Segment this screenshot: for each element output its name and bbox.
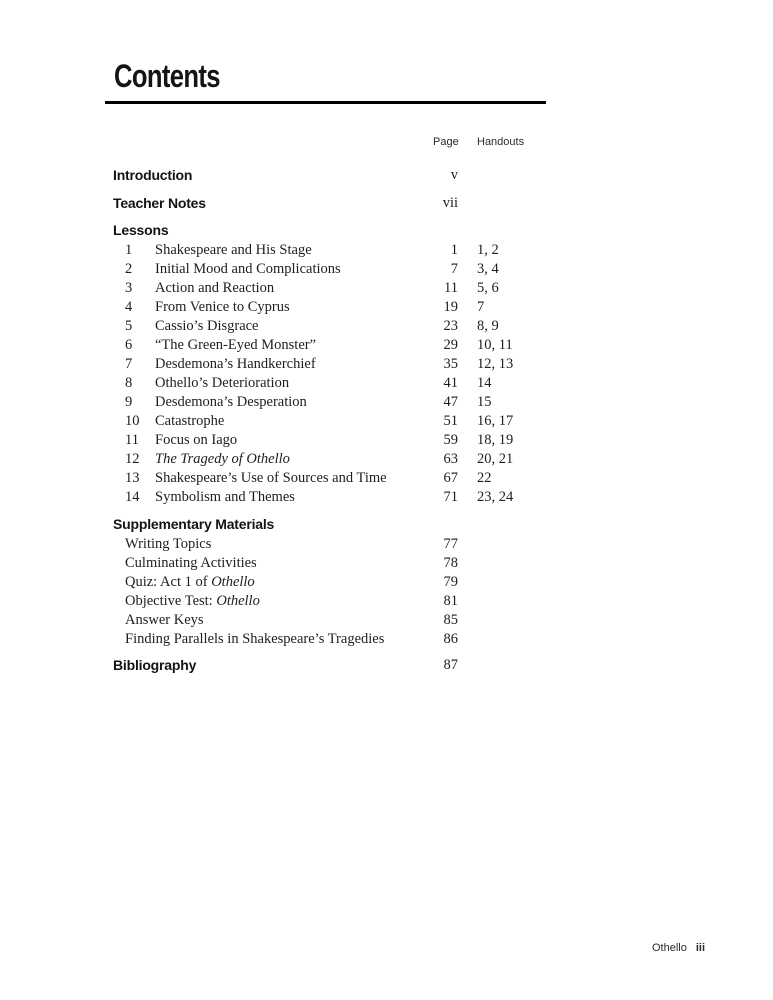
lessons-heading: Lessons bbox=[113, 222, 169, 238]
col-header-handouts: Handouts bbox=[477, 136, 525, 148]
toc-row-introduction bbox=[113, 166, 553, 185]
lesson-handouts: 18, 19 bbox=[477, 432, 514, 448]
page-title-text: Contents bbox=[114, 58, 220, 94]
lesson-page: 29 bbox=[443, 337, 458, 353]
supplementary-title-italic: Othello bbox=[216, 593, 260, 609]
bibliography-row bbox=[113, 656, 553, 675]
lesson-number: 7 bbox=[125, 356, 133, 372]
toc-header-row bbox=[113, 133, 553, 152]
page-title bbox=[114, 57, 246, 95]
lessons-heading-row bbox=[113, 221, 553, 240]
supplementary-title: Objective Test: bbox=[125, 593, 217, 609]
lesson-handouts: 5, 6 bbox=[477, 280, 499, 296]
row-label: Introduction bbox=[113, 167, 193, 183]
page-number: 87 bbox=[443, 657, 458, 673]
lesson-handouts: 3, 4 bbox=[477, 261, 499, 277]
supplementary-page: 81 bbox=[443, 593, 458, 609]
lesson-row bbox=[113, 450, 553, 469]
supplementary-page: 79 bbox=[443, 574, 458, 590]
lesson-page: 47 bbox=[443, 394, 458, 410]
lesson-title: Othello’s Deterioration bbox=[155, 375, 290, 391]
page-number: v bbox=[450, 167, 458, 183]
lesson-row bbox=[113, 412, 553, 431]
lesson-title: Cassio’s Disgrace bbox=[155, 318, 259, 334]
supplementary-page: 77 bbox=[443, 536, 458, 552]
supplementary-row bbox=[113, 611, 553, 630]
lesson-title: Desdemona’s Desperation bbox=[155, 394, 307, 410]
lesson-handouts: 23, 24 bbox=[477, 489, 514, 505]
lesson-number: 10 bbox=[125, 413, 140, 429]
lesson-title: Shakespeare’s Use of Sources and Time bbox=[155, 470, 387, 486]
lesson-page: 1 bbox=[450, 242, 458, 258]
lesson-number: 11 bbox=[125, 432, 139, 448]
supplementary-row bbox=[113, 630, 553, 649]
supplementary-title: Culminating Activities bbox=[125, 555, 257, 571]
lesson-title: Initial Mood and Complications bbox=[155, 261, 341, 277]
lesson-page: 67 bbox=[443, 470, 458, 486]
lesson-row bbox=[113, 279, 553, 298]
supplementary-title: Quiz: Act 1 of bbox=[125, 574, 212, 590]
lesson-number: 13 bbox=[125, 470, 140, 486]
lesson-handouts: 20, 21 bbox=[477, 451, 514, 467]
lesson-title: Symbolism and Themes bbox=[155, 489, 295, 505]
supplementary-title: Answer Keys bbox=[125, 612, 204, 628]
lesson-handouts: 8, 9 bbox=[477, 318, 499, 334]
lesson-number: 6 bbox=[125, 337, 133, 353]
supplementary-page: 78 bbox=[443, 555, 458, 571]
supplementary-row bbox=[113, 592, 553, 611]
lesson-row bbox=[113, 298, 553, 317]
bibliography-label: Bibliography bbox=[113, 657, 197, 673]
lesson-row bbox=[113, 355, 553, 374]
supplementary-title-italic: Othello bbox=[211, 574, 255, 590]
lesson-number: 3 bbox=[125, 280, 133, 296]
lesson-handouts: 10, 11 bbox=[477, 337, 513, 353]
supplementary-row bbox=[113, 554, 553, 573]
row-label: Teacher Notes bbox=[113, 195, 206, 211]
lesson-title: Shakespeare and His Stage bbox=[155, 242, 312, 258]
lesson-handouts: 7 bbox=[477, 299, 485, 315]
supplementary-title: Finding Parallels in Shakespeare’s Tragedies bbox=[125, 631, 385, 647]
footer-book-title: Othello bbox=[651, 942, 687, 954]
lesson-title: Catastrophe bbox=[155, 413, 225, 429]
lesson-row bbox=[113, 241, 553, 260]
lesson-number: 2 bbox=[125, 261, 133, 277]
lesson-number: 1 bbox=[125, 242, 133, 258]
supplementary-row bbox=[113, 573, 553, 592]
lesson-page: 23 bbox=[443, 318, 458, 334]
toc-row-teacher-notes bbox=[113, 194, 553, 213]
header-spacer bbox=[113, 133, 433, 152]
lesson-page: 59 bbox=[443, 432, 458, 448]
title-rule bbox=[105, 101, 546, 104]
lesson-row bbox=[113, 317, 553, 336]
lesson-number: 14 bbox=[125, 489, 140, 505]
lesson-number: 12 bbox=[125, 451, 140, 467]
lesson-handouts: 12, 13 bbox=[477, 356, 514, 372]
lesson-row bbox=[113, 469, 553, 488]
supplementary-heading-row bbox=[113, 515, 553, 534]
lesson-page: 35 bbox=[443, 356, 458, 372]
lesson-number: 8 bbox=[125, 375, 133, 391]
lesson-handouts: 22 bbox=[477, 470, 492, 486]
lesson-number: 9 bbox=[125, 394, 133, 410]
lesson-number: 4 bbox=[125, 299, 133, 315]
lesson-page: 41 bbox=[443, 375, 458, 391]
lesson-handouts: 14 bbox=[477, 375, 492, 391]
supplementary-heading: Supplementary Materials bbox=[113, 516, 275, 532]
col-header-page: Page bbox=[433, 136, 459, 148]
lesson-handouts: 16, 17 bbox=[477, 413, 514, 429]
lesson-page: 11 bbox=[444, 280, 458, 296]
lesson-number: 5 bbox=[125, 318, 133, 334]
lesson-title: Action and Reaction bbox=[155, 280, 275, 296]
lesson-title: “The Green-Eyed Monster” bbox=[155, 337, 317, 353]
lesson-row bbox=[113, 374, 553, 393]
lesson-row bbox=[113, 431, 553, 450]
lesson-row bbox=[113, 393, 553, 412]
lesson-handouts: 1, 2 bbox=[477, 242, 499, 258]
lesson-page: 71 bbox=[443, 489, 458, 505]
page-footer bbox=[652, 941, 705, 955]
table-of-contents bbox=[113, 133, 553, 675]
lesson-page: 19 bbox=[443, 299, 458, 315]
supplementary-page: 85 bbox=[443, 612, 458, 628]
lesson-handouts: 15 bbox=[477, 394, 492, 410]
page-number: vii bbox=[442, 195, 458, 211]
supplementary-title: Writing Topics bbox=[125, 536, 212, 552]
lesson-page: 7 bbox=[450, 261, 458, 277]
supplementary-page: 86 bbox=[443, 631, 458, 647]
lesson-page: 51 bbox=[443, 413, 458, 429]
footer-page-number: iii bbox=[695, 942, 705, 954]
lesson-title: Focus on Iago bbox=[155, 432, 238, 448]
lesson-title: The Tragedy of Othello bbox=[155, 451, 290, 467]
lesson-page: 63 bbox=[443, 451, 458, 467]
lesson-row bbox=[113, 336, 553, 355]
lesson-row bbox=[113, 488, 553, 507]
lesson-title: From Venice to Cyprus bbox=[155, 299, 290, 315]
lesson-row bbox=[113, 260, 553, 279]
lesson-title: Desdemona’s Handkerchief bbox=[155, 356, 316, 372]
supplementary-row bbox=[113, 535, 553, 554]
